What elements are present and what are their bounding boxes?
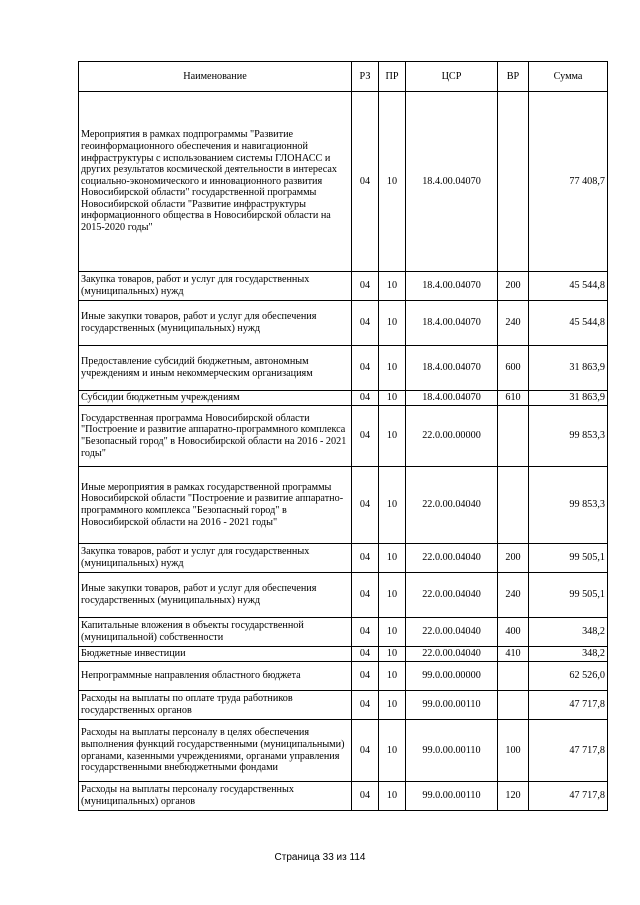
header-rz: РЗ — [352, 62, 379, 92]
row-pr: 10 — [379, 618, 406, 647]
table-row — [79, 782, 608, 811]
table-row — [79, 720, 608, 782]
row-vr — [498, 406, 529, 467]
row-name: Иные мероприятия в рамках государственной программы Новосибирской области "Построение и развитие аппаратно-программного комплекса "Безопасный город" в Новосибирской области на 2016 - 2021 годы" — [79, 467, 352, 544]
row-csr: 99.0.00.00110 — [406, 720, 498, 782]
row-vr — [498, 92, 529, 272]
row-vr — [498, 691, 529, 720]
row-pr: 10 — [379, 391, 406, 406]
table-row — [79, 573, 608, 618]
table-row — [79, 301, 608, 346]
row-rz: 04 — [352, 391, 379, 406]
row-sum: 45 544,8 — [529, 272, 608, 301]
table-row — [79, 618, 608, 647]
row-csr: 22.0.00.04040 — [406, 647, 498, 662]
table-row — [79, 391, 608, 406]
row-sum: 77 408,7 — [529, 92, 608, 272]
row-pr: 10 — [379, 647, 406, 662]
row-csr: 22.0.00.04040 — [406, 573, 498, 618]
row-name: Расходы на выплаты персоналу в целях обеспечения выполнения функций государственными (муниципальными) органами, казенными учреждениями, органами управления государственными внебюджетными фондами — [79, 720, 352, 782]
row-rz: 04 — [352, 720, 379, 782]
row-csr: 18.4.00.04070 — [406, 391, 498, 406]
row-sum: 31 863,9 — [529, 346, 608, 391]
row-name: Бюджетные инвестиции — [79, 647, 352, 662]
row-pr: 10 — [379, 406, 406, 467]
table-row — [79, 662, 608, 691]
table-row — [79, 346, 608, 391]
row-csr: 22.0.00.04040 — [406, 618, 498, 647]
row-pr: 10 — [379, 573, 406, 618]
row-rz: 04 — [352, 301, 379, 346]
row-name: Закупка товаров, работ и услуг для государственных (муниципальных) нужд — [79, 544, 352, 573]
row-vr: 400 — [498, 618, 529, 647]
row-rz: 04 — [352, 406, 379, 467]
row-name: Расходы на выплаты персоналу государственных (муниципальных) органов — [79, 782, 352, 811]
row-csr: 18.4.00.04070 — [406, 301, 498, 346]
row-csr: 22.0.00.04040 — [406, 467, 498, 544]
row-sum: 99 505,1 — [529, 544, 608, 573]
row-pr: 10 — [379, 92, 406, 272]
row-rz: 04 — [352, 92, 379, 272]
row-rz: 04 — [352, 782, 379, 811]
header-name: Наименование — [79, 62, 352, 92]
row-csr: 18.4.00.04070 — [406, 92, 498, 272]
row-vr: 410 — [498, 647, 529, 662]
row-sum: 99 853,3 — [529, 406, 608, 467]
row-pr: 10 — [379, 691, 406, 720]
table-row — [79, 691, 608, 720]
row-pr: 10 — [379, 782, 406, 811]
row-vr: 120 — [498, 782, 529, 811]
table-row — [79, 92, 608, 272]
row-vr: 100 — [498, 720, 529, 782]
row-vr: 600 — [498, 346, 529, 391]
row-name: Субсидии бюджетным учреждениям — [79, 391, 352, 406]
row-rz: 04 — [352, 346, 379, 391]
row-vr: 240 — [498, 301, 529, 346]
row-sum: 99 853,3 — [529, 467, 608, 544]
row-sum: 348,2 — [529, 647, 608, 662]
table-row — [79, 406, 608, 467]
row-name: Иные закупки товаров, работ и услуг для обеспечения государственных (муниципальных) нужд — [79, 573, 352, 618]
row-csr: 22.0.00.04040 — [406, 544, 498, 573]
row-sum: 348,2 — [529, 618, 608, 647]
row-pr: 10 — [379, 467, 406, 544]
row-pr: 10 — [379, 662, 406, 691]
row-name: Иные закупки товаров, работ и услуг для обеспечения государственных (муниципальных) нужд — [79, 301, 352, 346]
row-rz: 04 — [352, 618, 379, 647]
table-row — [79, 647, 608, 662]
row-sum: 47 717,8 — [529, 691, 608, 720]
row-csr: 99.0.00.00000 — [406, 662, 498, 691]
header-csr: ЦСР — [406, 62, 498, 92]
row-name: Капитальные вложения в объекты государственной (муниципальной) собственности — [79, 618, 352, 647]
row-name: Закупка товаров, работ и услуг для государственных (муниципальных) нужд — [79, 272, 352, 301]
row-pr: 10 — [379, 301, 406, 346]
header-sum: Сумма — [529, 62, 608, 92]
row-rz: 04 — [352, 662, 379, 691]
row-sum: 62 526,0 — [529, 662, 608, 691]
row-sum: 47 717,8 — [529, 720, 608, 782]
row-name: Расходы на выплаты по оплате труда работников государственных органов — [79, 691, 352, 720]
row-vr: 610 — [498, 391, 529, 406]
table-row — [79, 544, 608, 573]
row-vr: 240 — [498, 573, 529, 618]
row-vr — [498, 467, 529, 544]
table-row — [79, 467, 608, 544]
table-header-row — [79, 62, 608, 92]
row-vr — [498, 662, 529, 691]
header-pr: ПР — [379, 62, 406, 92]
row-csr: 99.0.00.00110 — [406, 691, 498, 720]
row-rz: 04 — [352, 647, 379, 662]
page-number: Страница 33 из 114 — [274, 852, 366, 863]
row-pr: 10 — [379, 544, 406, 573]
row-name: Мероприятия в рамках подпрограммы "Развитие геоинформационного обеспечения и навигационной инфраструктуры с использованием системы ГЛОНАСС и других результатов космической деятельности в интересах социально-экономического и инновационного развития Новосибирской области" государственной программы Новосибирской области "Развитие инфраструктуры информационного общества в Новосибирской области на 2015-2020 годы" — [79, 92, 352, 272]
row-csr: 22.0.00.00000 — [406, 406, 498, 467]
row-sum: 47 717,8 — [529, 782, 608, 811]
row-name: Непрограммные направления областного бюджета — [79, 662, 352, 691]
table-row — [79, 272, 608, 301]
row-rz: 04 — [352, 691, 379, 720]
row-csr: 18.4.00.04070 — [406, 272, 498, 301]
row-rz: 04 — [352, 573, 379, 618]
row-vr: 200 — [498, 544, 529, 573]
row-name: Предоставление субсидий бюджетным, автономным учреждениям и иным некоммерческим организациям — [79, 346, 352, 391]
row-sum: 99 505,1 — [529, 573, 608, 618]
budget-table — [78, 61, 608, 811]
row-sum: 31 863,9 — [529, 391, 608, 406]
row-csr: 18.4.00.04070 — [406, 346, 498, 391]
row-name: Государственная программа Новосибирской области "Построение и развитие аппаратно-программного комплекса "Безопасный город" в Новосибирской области на 2016 - 2021 годы" — [79, 406, 352, 467]
row-sum: 45 544,8 — [529, 301, 608, 346]
row-csr: 99.0.00.00110 — [406, 782, 498, 811]
row-rz: 04 — [352, 544, 379, 573]
row-pr: 10 — [379, 720, 406, 782]
row-pr: 10 — [379, 272, 406, 301]
row-pr: 10 — [379, 346, 406, 391]
row-vr: 200 — [498, 272, 529, 301]
header-vr: ВР — [498, 62, 529, 92]
row-rz: 04 — [352, 272, 379, 301]
row-rz: 04 — [352, 467, 379, 544]
